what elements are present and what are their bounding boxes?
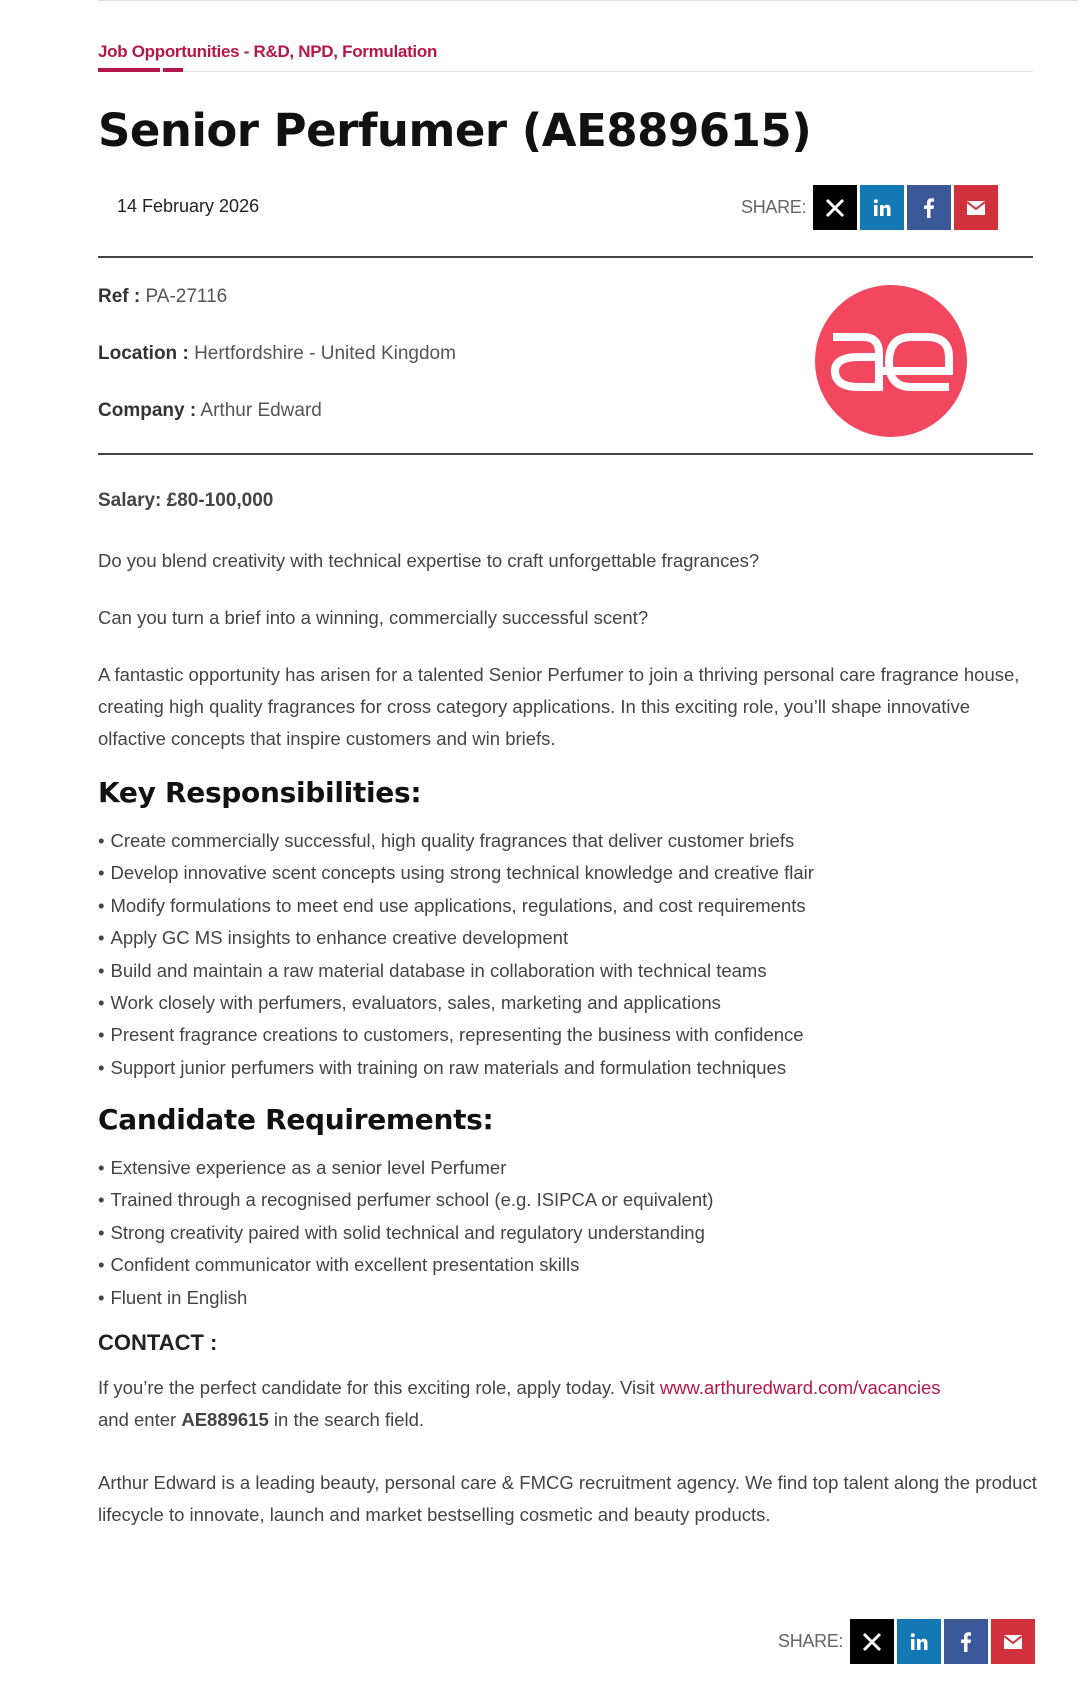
company-value: Arthur Edward: [200, 400, 322, 421]
share-email-button[interactable]: [991, 1619, 1035, 1664]
top-divider: [98, 0, 1078, 1]
location-label: Location :: [98, 343, 189, 364]
salary: Salary: £80-100,000: [98, 490, 274, 511]
location-value: Hertfordshire - United Kingdom: [194, 343, 456, 364]
facebook-icon: [956, 1631, 976, 1653]
linkedin-icon: [872, 198, 892, 218]
requirements-list: [98, 1152, 713, 1314]
responsibilities-heading: Key Responsibilities:: [98, 776, 422, 809]
responsibilities-list: [98, 825, 814, 1084]
share-label: SHARE:: [741, 197, 807, 217]
header-divider: [98, 256, 1033, 258]
email-icon: [1003, 1634, 1023, 1650]
intro-paragraph: Can you turn a brief into a winning, commercially successful scent?: [98, 607, 649, 628]
list-item: • Create commercially successful, high quality fragrances that deliver customer briefs: [98, 830, 795, 851]
vacancies-link[interactable]: www.arthuredward.com/vacancies: [659, 1377, 941, 1398]
company-row: [98, 400, 322, 422]
location-row: [98, 343, 456, 365]
x-icon: [862, 1632, 882, 1652]
breadcrumb-accent: [163, 68, 183, 72]
contact-paragraph: If you’re the perfect candidate for this exciting role, apply today. Visit www.arthuredward.com/vacancies and enter AE889615 in the search field.: [98, 1377, 941, 1430]
ref-label: Ref :: [98, 286, 141, 307]
intro-paragraph: Do you blend creativity with technical expertise to craft unforgettable fragrances?: [98, 550, 760, 571]
company-logo: [815, 285, 967, 437]
list-item: • Fluent in English: [98, 1286, 248, 1308]
list-item: • Build and maintain a raw material database in collaboration with technical teams: [98, 959, 767, 981]
list-item: • Work closely with perfumers, evaluators, sales, marketing and applications: [98, 991, 721, 1013]
requirements-heading: Candidate Requirements:: [98, 1103, 494, 1136]
share-linkedin-button[interactable]: [860, 185, 904, 230]
job-code: AE889615: [181, 1409, 269, 1430]
post-date: 14 February 2026: [117, 196, 260, 216]
list-item: • Trained through a recognised perfumer school (e.g. ISIPCA or equivalent): [98, 1189, 714, 1211]
breadcrumb-rule: [98, 71, 1033, 72]
list-item: • Support junior perfumers with training on raw materials and formulation techniques: [98, 1056, 787, 1078]
facebook-icon: [919, 197, 939, 219]
share-email-button[interactable]: [954, 185, 998, 230]
share-bar-top: [741, 185, 998, 230]
list-item: • Present fragrance creations to customers, representing the business with confidence: [98, 1024, 804, 1046]
breadcrumb[interactable]: Job Opportunities - R&D, NPD, Formulation: [98, 42, 438, 61]
linkedin-icon: [909, 1632, 929, 1652]
breadcrumb-accent: [98, 68, 160, 72]
share-bar-bottom: [778, 1619, 1035, 1664]
share-linkedin-button[interactable]: [897, 1619, 941, 1664]
share-facebook-button[interactable]: [944, 1619, 988, 1664]
list-item: • Extensive experience as a senior level Perfumer: [98, 1157, 507, 1178]
list-item: • Develop innovative scent concepts using strong technical knowledge and creative flair: [98, 862, 814, 884]
share-x-button[interactable]: [813, 185, 857, 230]
ref-row: [98, 286, 227, 308]
share-label: SHARE:: [778, 1631, 844, 1651]
email-icon: [966, 200, 986, 216]
contact-heading: CONTACT :: [98, 1330, 218, 1355]
intro-paragraph: A fantastic opportunity has arisen for a talented Senior Perfumer to join a thriving personal care fragrance house, creating high quality fragrances for cross category applications. In this exciting role, you’ll shape innovative olfactive concepts that inspire customers and win briefs.: [98, 664, 1020, 749]
list-item: • Strong creativity paired with solid technical and regulatory understanding: [98, 1221, 705, 1243]
x-icon: [825, 198, 845, 218]
about-paragraph: Arthur Edward is a leading beauty, personal care & FMCG recruitment agency. We find top talent along the product lifecycle to innovate, launch and market bestselling cosmetic and beauty products.: [98, 1472, 1037, 1525]
share-facebook-button[interactable]: [907, 185, 951, 230]
ref-value: PA-27116: [145, 286, 228, 307]
meta-divider: [98, 453, 1033, 455]
list-item: • Modify formulations to meet end use applications, regulations, and cost requirements: [98, 894, 806, 916]
list-item: • Confident communicator with excellent presentation skills: [98, 1254, 580, 1276]
list-item: • Apply GC MS insights to enhance creative development: [98, 927, 569, 949]
company-label: Company :: [98, 400, 197, 421]
page-title: Senior Perfumer (AE889615): [98, 104, 812, 157]
share-x-button[interactable]: [850, 1619, 894, 1664]
